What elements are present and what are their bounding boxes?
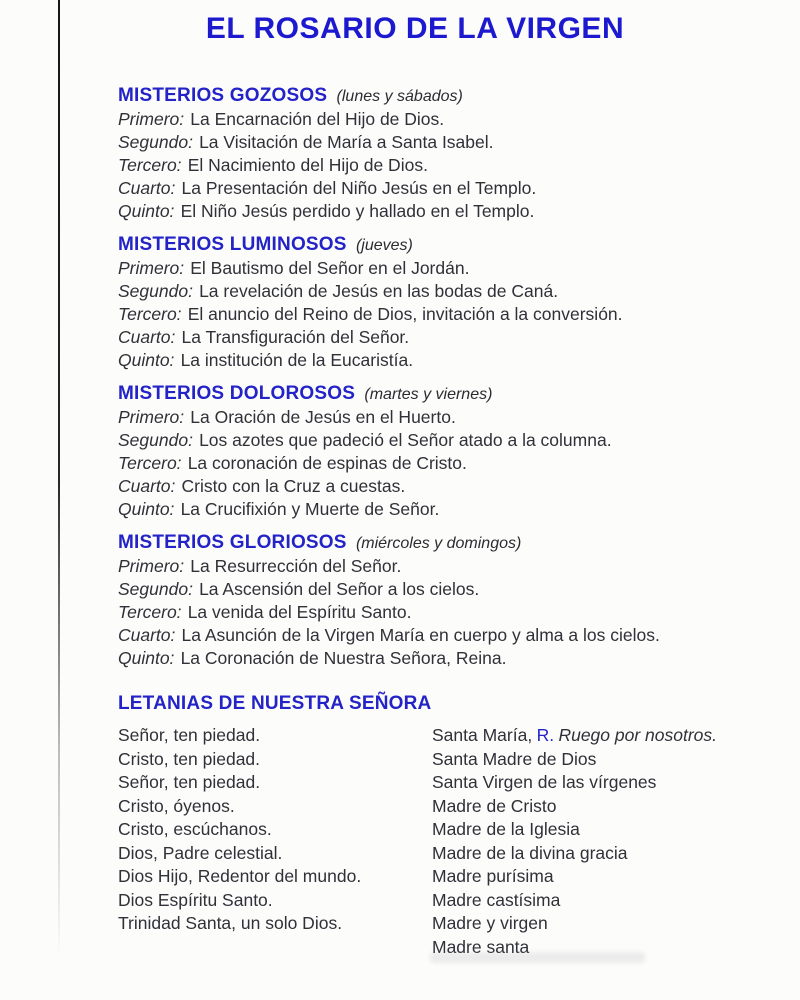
section-heading: MISTERIOS GLORIOSOS — [118, 532, 347, 553]
mystery-text: La coronación de espinas de Cristo. — [187, 453, 467, 473]
litany-line: Santa Virgen de las vírgenes — [432, 772, 657, 792]
mystery-line — [118, 452, 790, 475]
mystery-text: La venida del Espíritu Santo. — [187, 602, 412, 622]
section-days: (miércoles y domingos) — [355, 535, 522, 552]
response-marker: R. — [536, 725, 555, 745]
mystery-ordinal: Segundo: — [118, 579, 193, 599]
litany-right-column — [432, 724, 790, 959]
litany-line: Trinidad Santa, un solo Dios. — [118, 913, 343, 933]
section-misterios-gozosos — [118, 84, 790, 223]
mystery-text: La Ascensión del Señor a los cielos. — [199, 579, 480, 599]
litany-line: Santa Madre de Dios — [432, 748, 597, 769]
mystery-ordinal: Tercero: — [118, 453, 182, 473]
content — [118, 84, 790, 969]
mystery-ordinal: Primero: — [118, 258, 185, 278]
mystery-text: La Transfiguración del Señor. — [181, 327, 410, 347]
mystery-line — [118, 349, 790, 372]
mystery-line — [118, 177, 790, 200]
litany-line: Dios Espíritu Santo. — [118, 889, 273, 910]
mystery-line — [118, 624, 790, 647]
mystery-text: La Encarnación del Hijo de Dios. — [190, 109, 445, 129]
mystery-line — [118, 475, 790, 498]
mystery-text: Los azotes que padeció el Señor atado a la columna. — [199, 430, 612, 450]
section-days: (jueves) — [355, 237, 413, 254]
mystery-ordinal: Segundo: — [118, 281, 193, 301]
litany-line: Madre santa — [432, 936, 530, 957]
mystery-line — [118, 429, 790, 452]
mystery-line — [118, 555, 790, 578]
mystery-text: Cristo con la Cruz a cuestas. — [181, 476, 406, 496]
section-misterios-gloriosos — [118, 531, 790, 670]
mystery-line — [118, 326, 790, 349]
mystery-text: La Resurrección del Señor. — [190, 556, 402, 576]
litany-lead: Santa María, — [432, 725, 533, 745]
mystery-text: El Niño Jesús perdido y hallado en el Templo. — [180, 201, 535, 221]
mystery-ordinal: Primero: — [118, 556, 185, 576]
litany-line: Cristo, escúchanos. — [118, 819, 272, 839]
litany-line: Madre de la Iglesia — [432, 819, 580, 839]
litany-line: Cristo, ten piedad. — [118, 748, 261, 769]
section-days: (martes y viernes) — [364, 386, 493, 403]
mystery-ordinal: Segundo: — [118, 132, 193, 152]
section-misterios-luminosos — [118, 233, 790, 372]
mystery-ordinal: Primero: — [118, 407, 185, 427]
litany-header — [118, 692, 790, 715]
litany-line: Madre y virgen — [432, 913, 548, 933]
mystery-ordinal: Cuarto: — [118, 625, 176, 645]
mystery-line — [118, 303, 790, 326]
mystery-text: La revelación de Jesús en las bodas de Caná. — [199, 281, 559, 301]
mystery-line — [118, 406, 790, 429]
mystery-line — [118, 647, 790, 670]
scan-edge-line — [58, 0, 60, 958]
mystery-text: La Coronación de Nuestra Señora, Reina. — [180, 648, 507, 668]
section-heading: MISTERIOS LUMINOSOS — [118, 234, 347, 255]
mystery-text: La institución de la Eucaristía. — [180, 350, 414, 370]
mystery-line — [118, 154, 790, 177]
mystery-line — [118, 578, 790, 601]
mystery-ordinal: Quinto: — [118, 201, 175, 221]
section-letanias — [118, 692, 790, 959]
mystery-ordinal: Segundo: — [118, 430, 193, 450]
litany-left-column — [118, 724, 432, 959]
section-heading: MISTERIOS GOZOSOS — [118, 85, 328, 106]
mystery-text: La Crucifixión y Muerte de Señor. — [180, 499, 440, 519]
section-misterios-dolorosos — [118, 382, 790, 521]
litany-line: Señor, ten piedad. — [118, 725, 261, 745]
mystery-line — [118, 601, 790, 624]
mystery-ordinal: Cuarto: — [118, 476, 176, 496]
litany-line: Señor, ten piedad. — [118, 772, 261, 792]
bleed-through-smudge — [430, 952, 645, 963]
section-header — [118, 233, 790, 257]
mystery-line — [118, 257, 790, 280]
litany-line: Dios Hijo, Redentor del mundo. — [118, 866, 362, 886]
mystery-text: La Asunción de la Virgen María en cuerpo y alma a los cielos. — [181, 625, 660, 645]
litany-response-line — [432, 724, 790, 748]
mystery-text: La Visitación de María a Santa Isabel. — [199, 132, 494, 152]
mystery-line — [118, 498, 790, 521]
section-header — [118, 382, 790, 406]
mystery-ordinal: Tercero: — [118, 304, 182, 324]
litany-line: Madre de Cristo — [432, 795, 557, 816]
litany-line: Cristo, óyenos. — [118, 795, 235, 816]
mystery-text: El anuncio del Reino de Dios, invitación a la conversión. — [187, 304, 623, 324]
section-heading: MISTERIOS DOLOROSOS — [118, 383, 356, 404]
mystery-ordinal: Tercero: — [118, 155, 182, 175]
mystery-ordinal: Cuarto: — [118, 327, 176, 347]
litany-columns — [118, 724, 790, 959]
litany-line: Dios, Padre celestial. — [118, 842, 283, 863]
mystery-text: El Bautismo del Señor en el Jordán. — [190, 258, 470, 278]
mystery-text: La Oración de Jesús en el Huerto. — [190, 407, 456, 427]
mystery-ordinal: Cuarto: — [118, 178, 176, 198]
mystery-line — [118, 131, 790, 154]
mystery-ordinal: Quinto: — [118, 499, 175, 519]
mystery-ordinal: Primero: — [118, 109, 185, 129]
mystery-line — [118, 200, 790, 223]
mystery-line — [118, 280, 790, 303]
mystery-ordinal: Quinto: — [118, 350, 175, 370]
mystery-line — [118, 108, 790, 131]
mystery-ordinal: Quinto: — [118, 648, 175, 668]
page-title: EL ROSARIO DE LA VIRGEN — [205, 12, 625, 45]
litany-response: Ruego por nosotros. — [558, 725, 718, 745]
section-header — [118, 84, 790, 108]
litany-line: Madre de la divina gracia — [432, 842, 628, 863]
section-header — [118, 531, 790, 555]
litany-line: Madre castísima — [432, 889, 561, 910]
mystery-text: El Nacimiento del Hijo de Dios. — [187, 155, 428, 175]
mystery-text: La Presentación del Niño Jesús en el Templo. — [181, 178, 537, 198]
litany-line: Madre purísima — [432, 866, 554, 886]
section-days: (lunes y sábados) — [336, 88, 463, 105]
litany-heading: LETANIAS DE NUESTRA SEÑORA — [118, 693, 432, 714]
mystery-ordinal: Tercero: — [118, 602, 182, 622]
